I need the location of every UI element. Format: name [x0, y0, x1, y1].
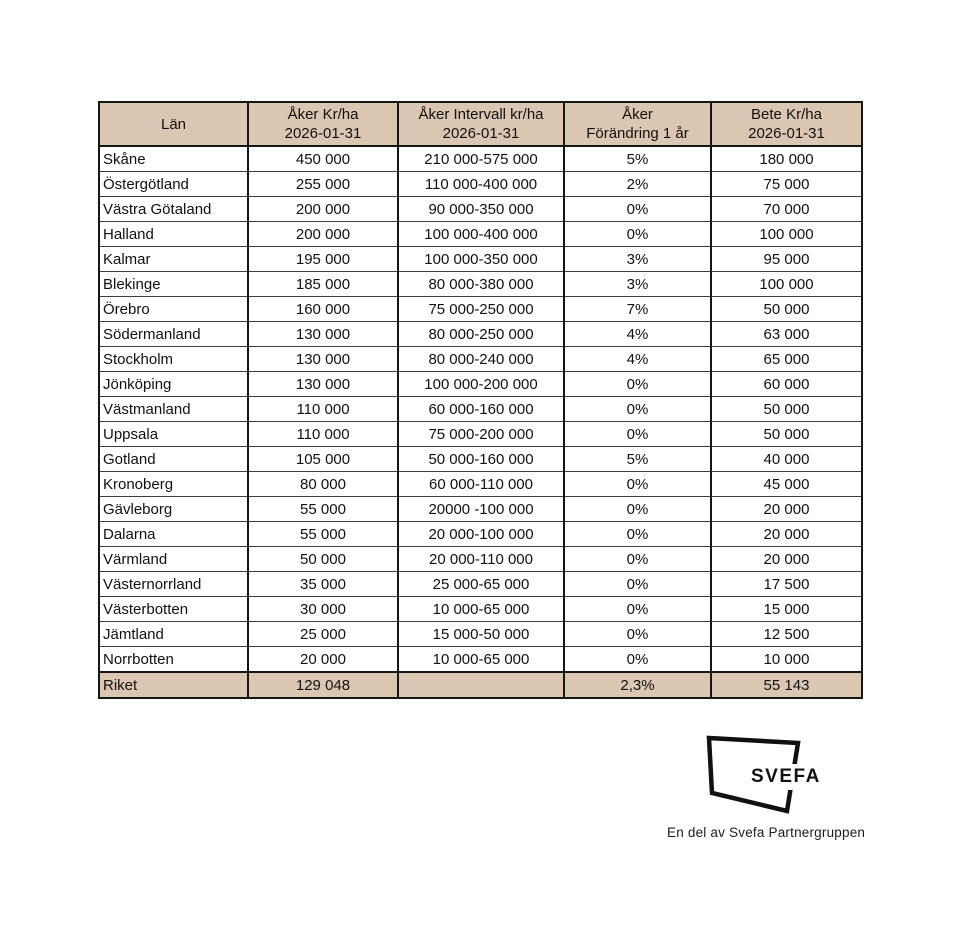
county-cell: Jämtland — [99, 622, 248, 647]
value-cell: 3% — [564, 247, 711, 272]
value-cell: 0% — [564, 647, 711, 673]
value-cell: 45 000 — [711, 472, 862, 497]
value-cell: 10 000 — [711, 647, 862, 673]
county-cell: Värmland — [99, 547, 248, 572]
value-cell: 50 000 — [711, 297, 862, 322]
table-row — [99, 647, 862, 673]
value-cell — [398, 672, 564, 698]
county-cell: Västernorrland — [99, 572, 248, 597]
value-cell: 5% — [564, 447, 711, 472]
value-cell: 90 000-350 000 — [398, 197, 564, 222]
value-cell: 70 000 — [711, 197, 862, 222]
table-row — [99, 146, 862, 172]
value-cell: 200 000 — [248, 197, 398, 222]
table-row — [99, 522, 862, 547]
header-aker-forandring: Åker Förändring 1 år — [564, 102, 711, 146]
value-cell: 80 000-240 000 — [398, 347, 564, 372]
county-cell: Stockholm — [99, 347, 248, 372]
value-cell: 3% — [564, 272, 711, 297]
table-row — [99, 572, 862, 597]
value-cell: 17 500 — [711, 572, 862, 597]
value-cell: 35 000 — [248, 572, 398, 597]
value-cell: 195 000 — [248, 247, 398, 272]
county-cell: Skåne — [99, 146, 248, 172]
table-row — [99, 222, 862, 247]
value-cell: 110 000-400 000 — [398, 172, 564, 197]
table-row — [99, 547, 862, 572]
total-row — [99, 672, 862, 698]
table-row — [99, 472, 862, 497]
table-row — [99, 297, 862, 322]
table-row — [99, 372, 862, 397]
value-cell: 25 000-65 000 — [398, 572, 564, 597]
table-row — [99, 347, 862, 372]
header-lan — [99, 102, 248, 146]
value-cell: 0% — [564, 222, 711, 247]
county-cell: Uppsala — [99, 422, 248, 447]
county-cell: Örebro — [99, 297, 248, 322]
value-cell: 50 000-160 000 — [398, 447, 564, 472]
table-row — [99, 272, 862, 297]
table-row — [99, 622, 862, 647]
value-cell: 450 000 — [248, 146, 398, 172]
value-cell: 20000 -100 000 — [398, 497, 564, 522]
table-row — [99, 422, 862, 447]
value-cell: 50 000 — [711, 397, 862, 422]
value-cell: 10 000-65 000 — [398, 647, 564, 673]
value-cell: 55 143 — [711, 672, 862, 698]
value-cell: 100 000-400 000 — [398, 222, 564, 247]
table-row — [99, 397, 862, 422]
value-cell: 20 000-110 000 — [398, 547, 564, 572]
county-cell: Norrbotten — [99, 647, 248, 673]
value-cell: 160 000 — [248, 297, 398, 322]
value-cell: 0% — [564, 497, 711, 522]
value-cell: 0% — [564, 522, 711, 547]
value-cell: 100 000-350 000 — [398, 247, 564, 272]
county-cell: Västerbotten — [99, 597, 248, 622]
value-cell: 5% — [564, 146, 711, 172]
header-aker-intervall: Åker Intervall kr/ha 2026-01-31 — [398, 102, 564, 146]
header-row — [99, 102, 862, 146]
table-row — [99, 322, 862, 347]
value-cell: 0% — [564, 597, 711, 622]
table-body — [99, 146, 862, 698]
table-row — [99, 197, 862, 222]
value-cell: 15 000-50 000 — [398, 622, 564, 647]
value-cell: 100 000 — [711, 272, 862, 297]
value-cell: 63 000 — [711, 322, 862, 347]
value-cell: 0% — [564, 547, 711, 572]
value-cell: 0% — [564, 422, 711, 447]
value-cell: 4% — [564, 322, 711, 347]
value-cell: 200 000 — [248, 222, 398, 247]
value-cell: 75 000-200 000 — [398, 422, 564, 447]
value-cell: 0% — [564, 472, 711, 497]
county-cell: Västra Götaland — [99, 197, 248, 222]
value-cell: 60 000-110 000 — [398, 472, 564, 497]
value-cell: 7% — [564, 297, 711, 322]
county-cell: Gävleborg — [99, 497, 248, 522]
value-cell: 20 000-100 000 — [398, 522, 564, 547]
value-cell: 80 000-250 000 — [398, 322, 564, 347]
header-bete-kr-ha: Bete Kr/ha 2026-01-31 — [711, 102, 862, 146]
county-cell: Gotland — [99, 447, 248, 472]
value-cell: 80 000 — [248, 472, 398, 497]
value-cell: 60 000-160 000 — [398, 397, 564, 422]
county-cell: Halland — [99, 222, 248, 247]
header-lan-label: Län — [160, 115, 187, 133]
value-cell: 255 000 — [248, 172, 398, 197]
value-cell: 130 000 — [248, 347, 398, 372]
county-cell: Jönköping — [99, 372, 248, 397]
value-cell: 180 000 — [711, 146, 862, 172]
value-cell: 0% — [564, 572, 711, 597]
value-cell: 80 000-380 000 — [398, 272, 564, 297]
county-cell: Riket — [99, 672, 248, 698]
value-cell: 30 000 — [248, 597, 398, 622]
county-cell: Kalmar — [99, 247, 248, 272]
table-row — [99, 497, 862, 522]
value-cell: 130 000 — [248, 372, 398, 397]
value-cell: 10 000-65 000 — [398, 597, 564, 622]
value-cell: 60 000 — [711, 372, 862, 397]
county-cell: Dalarna — [99, 522, 248, 547]
header-aker-kr-ha: Åker Kr/ha 2026-01-31 — [248, 102, 398, 146]
table-row — [99, 247, 862, 272]
value-cell: 0% — [564, 372, 711, 397]
table-row — [99, 172, 862, 197]
value-cell: 0% — [564, 397, 711, 422]
value-cell: 20 000 — [248, 647, 398, 673]
value-cell: 25 000 — [248, 622, 398, 647]
county-cell: Blekinge — [99, 272, 248, 297]
value-cell: 100 000-200 000 — [398, 372, 564, 397]
value-cell: 20 000 — [711, 522, 862, 547]
value-cell: 0% — [564, 622, 711, 647]
value-cell: 185 000 — [248, 272, 398, 297]
value-cell: 40 000 — [711, 447, 862, 472]
land-price-table — [98, 101, 863, 699]
value-cell: 2% — [564, 172, 711, 197]
table-row — [99, 597, 862, 622]
value-cell: 20 000 — [711, 547, 862, 572]
county-cell: Västmanland — [99, 397, 248, 422]
value-cell: 65 000 — [711, 347, 862, 372]
county-cell: Kronoberg — [99, 472, 248, 497]
value-cell: 129 048 — [248, 672, 398, 698]
value-cell: 2,3% — [564, 672, 711, 698]
value-cell: 110 000 — [248, 397, 398, 422]
value-cell: 12 500 — [711, 622, 862, 647]
value-cell: 50 000 — [711, 422, 862, 447]
value-cell: 75 000 — [711, 172, 862, 197]
svefa-wordmark: SVEFA — [748, 764, 824, 790]
value-cell: 105 000 — [248, 447, 398, 472]
value-cell: 75 000-250 000 — [398, 297, 564, 322]
value-cell: 110 000 — [248, 422, 398, 447]
county-cell: Södermanland — [99, 322, 248, 347]
svefa-tagline: En del av Svefa Partnergruppen — [667, 825, 866, 840]
value-cell: 130 000 — [248, 322, 398, 347]
value-cell: 50 000 — [248, 547, 398, 572]
value-cell: 95 000 — [711, 247, 862, 272]
value-cell: 210 000-575 000 — [398, 146, 564, 172]
value-cell: 55 000 — [248, 522, 398, 547]
value-cell: 4% — [564, 347, 711, 372]
value-cell: 100 000 — [711, 222, 862, 247]
value-cell: 0% — [564, 197, 711, 222]
value-cell: 55 000 — [248, 497, 398, 522]
county-cell: Östergötland — [99, 172, 248, 197]
table-row — [99, 447, 862, 472]
value-cell: 15 000 — [711, 597, 862, 622]
value-cell: 20 000 — [711, 497, 862, 522]
